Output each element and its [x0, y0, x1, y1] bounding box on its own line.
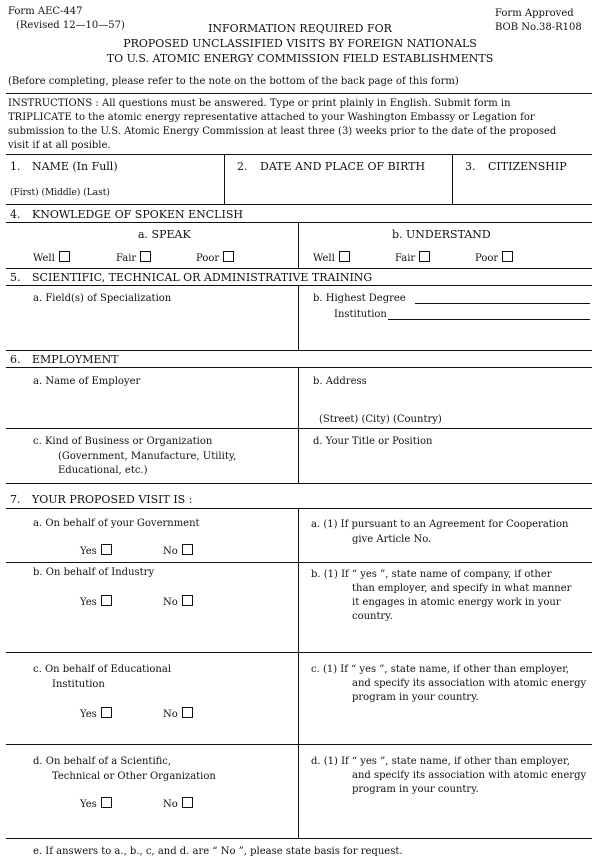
option-label: Poor: [475, 253, 499, 264]
understand-poor-checkbox[interactable]: [502, 251, 513, 262]
divider: [6, 508, 592, 509]
divider: [6, 93, 592, 94]
speak-label: a. SPEAK: [138, 228, 191, 241]
title-label: d. Your Title or Position: [313, 436, 433, 447]
industry-question-2: than employer, and specify in what manner: [352, 583, 572, 594]
educational-no[interactable]: [163, 707, 193, 720]
scientific-question-1: d. (1) If “ yes ”, state name, if other than employer,: [311, 756, 570, 767]
name-label: NAME (In Full): [32, 160, 118, 173]
business-label: c. Kind of Business or Organization: [33, 436, 213, 447]
institution-label: Institution: [334, 309, 387, 320]
address-label: b. Address: [313, 376, 367, 387]
understand-well[interactable]: [313, 251, 350, 264]
agreement-field[interactable]: [310, 548, 590, 560]
citizenship-label: CITIZENSHIP: [488, 160, 567, 173]
educational-no-checkbox[interactable]: [182, 707, 193, 718]
government-no[interactable]: [163, 544, 193, 557]
name-sublabel: (First) (Middle) (Last): [10, 188, 110, 198]
scientific-label-1: d. On behalf of a Scientific,: [33, 756, 172, 767]
degree-label: b. Highest Degree: [313, 293, 406, 304]
divider: [6, 367, 592, 368]
industry-label: b. On behalf of Industry: [33, 567, 155, 578]
form-title-line3: TO U.S. ATOMIC ENERGY COMMISSION FIELD ESTABLISHMENTS: [106, 52, 494, 65]
industry-field[interactable]: [310, 626, 590, 650]
divider: [298, 222, 299, 268]
employer-field[interactable]: [30, 392, 292, 424]
divider: [298, 367, 299, 483]
understand-label: b. UNDERSTAND: [392, 228, 491, 241]
section-4-number: 4.: [10, 208, 21, 221]
scientific-question-2: and specify its association with atomic energy: [352, 770, 587, 781]
scientific-field[interactable]: [310, 800, 590, 832]
form-number: Form AEC-447: [8, 6, 83, 17]
basis-question: e. If answers to a., b., c, and d. are “ No ”, please state basis for request.: [33, 846, 403, 857]
option-label: Fair: [116, 253, 137, 264]
educational-yes-checkbox[interactable]: [101, 707, 112, 718]
agreement-question-2: give Article No.: [352, 534, 432, 545]
birth-label: DATE AND PLACE OF BIRTH: [260, 160, 426, 173]
educational-question-3: program in your country.: [352, 692, 479, 703]
employment-title: EMPLOYMENT: [32, 353, 119, 366]
option-label: Fair: [395, 253, 416, 264]
divider: [6, 285, 592, 286]
understand-well-checkbox[interactable]: [339, 251, 350, 262]
option-label: No: [163, 546, 178, 557]
speak-well-checkbox[interactable]: [59, 251, 70, 262]
option-label: Yes: [80, 799, 97, 810]
divider: [6, 562, 592, 563]
educational-field[interactable]: [310, 708, 590, 738]
instructions-line1: INSTRUCTIONS : All questions must be answered. Type or print plainly in English. Submit form in: [8, 98, 511, 109]
industry-question-3: it engages in atomic energy work in your: [352, 597, 561, 608]
educational-yes[interactable]: [80, 707, 112, 720]
option-label: Yes: [80, 597, 97, 608]
revision-date: (Revised 12—10—57): [16, 20, 125, 31]
section-5-number: 5.: [10, 271, 21, 284]
industry-yes[interactable]: [80, 595, 112, 608]
government-yes[interactable]: [80, 544, 112, 557]
birth-field[interactable]: [228, 176, 448, 202]
visit-title: YOUR PROPOSED VISIT IS :: [32, 493, 193, 506]
degree-field[interactable]: [415, 303, 590, 304]
instructions-line2: TRIPLICATE to the atomic energy representative attached to your Washington Embassy or Legation for: [8, 112, 535, 123]
educational-question-1: c. (1) If “ yes ”, state name, if other than employer,: [311, 664, 570, 675]
business-hint-2: Educational, etc.): [58, 465, 148, 476]
option-label: No: [163, 709, 178, 720]
industry-no[interactable]: [163, 595, 193, 608]
understand-fair-checkbox[interactable]: [419, 251, 430, 262]
option-label: Yes: [80, 709, 97, 720]
understand-fair[interactable]: [395, 251, 430, 264]
divider: [298, 508, 299, 838]
industry-no-checkbox[interactable]: [182, 595, 193, 606]
form-title-line1: INFORMATION REQUIRED FOR: [208, 22, 392, 35]
divider: [6, 744, 592, 745]
industry-question-4: country.: [352, 611, 393, 622]
section-3-number: 3.: [465, 160, 476, 173]
divider: [452, 154, 453, 204]
scientific-yes[interactable]: [80, 797, 112, 810]
scientific-label-2: Technical or Other Organization: [52, 771, 216, 782]
educational-question-2: and specify its association with atomic energy: [352, 678, 587, 689]
address-sublabel: (Street) (City) (Country): [319, 414, 442, 425]
divider: [6, 350, 592, 351]
section-6-number: 6.: [10, 353, 21, 366]
speak-well[interactable]: [33, 251, 70, 264]
option-label: No: [163, 799, 178, 810]
divider: [224, 154, 225, 204]
government-yes-checkbox[interactable]: [101, 544, 112, 555]
divider: [6, 838, 592, 839]
title-field[interactable]: [310, 452, 590, 480]
industry-question-1: b. (1) If “ yes ”, state name of company, if other: [311, 569, 552, 580]
divider: [6, 652, 592, 653]
speak-poor[interactable]: [196, 251, 234, 264]
industry-yes-checkbox[interactable]: [101, 595, 112, 606]
instructions-line3: submission to the U.S. Atomic Energy Commission at least three (3) weeks prior to the date of the proposed: [8, 126, 557, 137]
section-2-number: 2.: [237, 160, 248, 173]
divider: [6, 204, 592, 205]
divider: [298, 285, 299, 350]
divider: [6, 154, 592, 155]
english-title: KNOWLEDGE OF SPOKEN ENCLISH: [32, 208, 243, 221]
divider: [6, 222, 592, 223]
name-field[interactable]: [10, 196, 220, 204]
educational-label-1: c. On behalf of Educational: [33, 664, 172, 675]
training-title: SCIENTIFIC, TECHNICAL OR ADMINISTRATIVE TRAINING: [32, 271, 373, 284]
scientific-no[interactable]: [163, 797, 193, 810]
government-no-checkbox[interactable]: [182, 544, 193, 555]
specialization-field[interactable]: [30, 308, 292, 348]
scientific-yes-checkbox[interactable]: [101, 797, 112, 808]
specialization-label: a. Field(s) of Specialization: [33, 293, 172, 304]
agreement-question: a. (1) If pursuant to an Agreement for Cooperation: [311, 519, 569, 530]
option-label: Yes: [80, 546, 97, 557]
address-field[interactable]: [310, 390, 590, 412]
option-label: Well: [33, 253, 55, 264]
bob-number: BOB No.38-R108: [495, 22, 582, 33]
understand-poor[interactable]: [475, 251, 513, 264]
form-title-line2: PROPOSED UNCLASSIFIED VISITS BY FOREIGN NATIONALS: [123, 37, 477, 50]
speak-fair-checkbox[interactable]: [140, 251, 151, 262]
divider: [6, 483, 592, 484]
employer-label: a. Name of Employer: [33, 376, 141, 387]
speak-fair[interactable]: [116, 251, 151, 264]
section-1-number: 1.: [10, 160, 21, 173]
option-label: Poor: [196, 253, 220, 264]
scientific-question-3: program in your country.: [352, 784, 479, 795]
government-label: a. On behalf of your Government: [33, 518, 200, 529]
form-approved: Form Approved: [495, 8, 574, 19]
speak-poor-checkbox[interactable]: [223, 251, 234, 262]
divider: [6, 428, 592, 429]
section-7-number: 7.: [10, 493, 21, 506]
institution-field[interactable]: [388, 319, 590, 320]
option-label: No: [163, 597, 178, 608]
scientific-no-checkbox[interactable]: [182, 797, 193, 808]
instructions-line4: visit if at all posible.: [8, 140, 111, 151]
option-label: Well: [313, 253, 335, 264]
business-hint-1: (Government, Manufacture, Utility,: [58, 451, 237, 462]
completion-note: (Before completing, please refer to the note on the bottom of the back page of this form): [8, 76, 459, 87]
citizenship-field[interactable]: [456, 176, 592, 202]
divider: [6, 268, 592, 269]
educational-label-2: Institution: [52, 679, 105, 690]
